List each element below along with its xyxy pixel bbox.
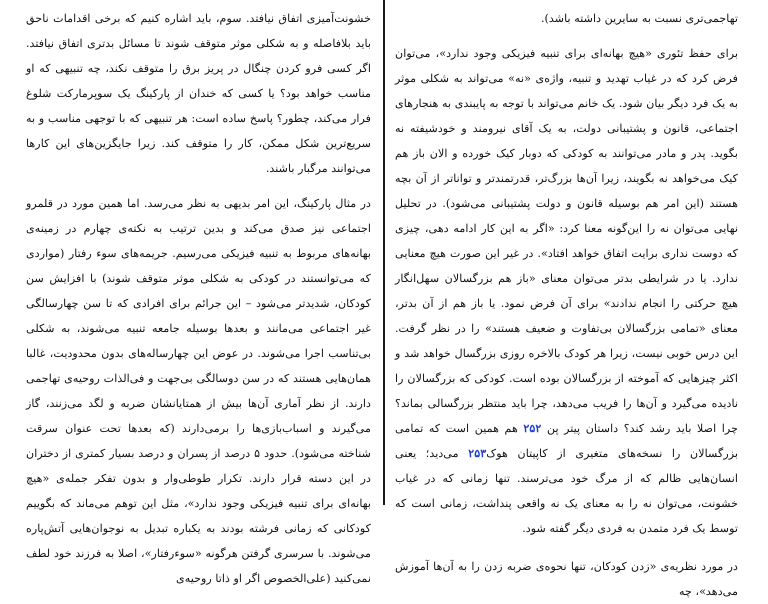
- footnote-ref-253[interactable]: ۲۵۳: [468, 446, 487, 460]
- right-page: [387, 0, 768, 598]
- right-paragraph-2-text-a: برای حفظ تئوری «هیچ بهانه‌ای برای تنبیه فیزیکی وجود ندارد»، می‌توان فرض کرد که در غیاب تهدید و تنبیه، واژه‌ی «نه» می‌تواند به شکلی موثر به یک فرد دیگر بیان شود. یک خانم می‌تواند با توجه به پایبندی به هنجارهای اجتماعی، قانون و پشتیبانی دولت، به یک آقای نیرومند و خودشیفته نه بگوید. پدر و مادر می‌توانند به کودکی که دوبار کیک خورده و الان باز هم کیک می‌خواهد نه بگویند، زیرا آن‌ها بزرگ‌تر، قدرتمندتر و توانا‌تر از آن بچه هستند (این امر هم بوسیله قانون و دولت پشتیبانی می‌شود). در تحلیل نهایی می‌توان نه را این‌گونه معنا کرد: «اگر به این کار ادامه دهی، چیزی که دوست نداری برایت اتفاق خواهد افتاد». در غیر این صورت هیچ معنایی ندارد. یا در شرایطی بدتر می‌توان معنای «باز هم بزرگسالان سهل‌انگار هیچ حرکتی را انجام ندادند» برای آن فرض نمود. یا باز هم از آن بدتر، معنای «تمامی بزرگسالان بی‌تفاوت و ضعیف هستند» را در نظر گرفت. این درس خوبی نیست، زیرا هر کودک بالاخره روزی بزرگسال خواهد شد و اکثر چیزهایی که آموخته از بزرگسالان بوده است. کودکی که بزرگسالان را نادیده می‌گیرد و آن‌ها را فریب می‌دهد، چرا باید منتظر بزرگسالی بماند؟ چرا اصلا باید رشد کند؟ داستان پیتر پن: [395, 47, 738, 435]
- left-page: [0, 0, 381, 585]
- right-paragraph-2-text-b: هم همین است که تمامی بزرگسالان را نسخه‌های متغیری از کاپیتان هوک: [395, 422, 739, 460]
- left-paragraph-2: در مثال پارکینگ، این امر بدیهی به نظر می‌رسد. اما همین مورد در قلمرو اجتماعی نیز صدق می‌کند و بدین ترتیب به نکته‌ی چهارم در زمینه‌ی بهانه‌های مربوط به تنبیه فیزیکی می‌رسیم. جریمه‌های سوء رفتار (مواردی که می‌توانستند در کودکی به شکلی موثر متوقف شوند) با افزایش سن کودکان، شدیدتر می‌شود – این جرائم برای افرادی که تا سن چهارسالگی غیر اجتماعی می‌مانند و بعدها بوسیله جامعه تنبیه می‌شوند، به شکلی بی‌تناسب اجرا می‌شوند. در عوض این چهارساله‌های بدون محدودیت، غالبا همان‌هایی هستند که در سن دوسالگی بی‌جهت و فی‌الذات روحیه‌ی تهاجمی دارند. از نظر آماری آن‌ها بیش از همتایانشان ضربه و لگد می‌زنند، گاز می‌گیرند و اسباب‌بازی‌ها را برمی‌دارند (که بعدها تحت عنوان سرقت شناخته می‌شود). حدود ۵ درصد از پسران و درصد بسیار کمتری از دختران در این دسته قرار دارند. تکرار طوطی‌وار و بدون تفکر جمله‌ی «هیچ بهانه‌ای برای تنبیه فیزیکی وجود ندارد»، مثل این توهم می‌ماند که بگوییم کودکانی که زمانی فرشته بودند به یکباره تبدیل به نوجوان‌هایی آتش‌پاره می‌شوند. با سرسری گرفتن هرگونه «سوء‌رفتار»، اصلا به فرزند خود لطف نمی‌کنید (علی‌الخصوص اگر او ذاتا روحیه‌ی: [26, 197, 371, 585]
- right-paragraph-1: تهاجمی‌تری نسبت به سایرین داشته باشد).: [540, 12, 738, 25]
- right-paragraph-2-text-c: می‌دید؛ یعنی انسان‌هایی ظالم که از مرگ خود می‌ترسند. تنها زمانی که در غیاب خشونت، می‌توان نه را به معنای یک نه واقعی پنداشت، زمانی است که توسط یک فرد متمدن به فردی دیگر گفته شود.: [395, 447, 738, 535]
- left-paragraph-1: خشونت‌آمیزی اتفاق نیافتد. سوم، باید اشاره کنیم که برخی اقدامات ناحق باید بلافاصله و به شکلی موثر متوقف شوند تا مسائل بدتری اتفاق نیافتد. اگر کسی فرو کردن چنگال در پریز برق را متوقف نکند، چه تنبیهی که او مناسب خواهد بود؟ یا کسی که خندان از پارکینگ یک سوپرمارکت شلوغ فرار می‌کند، چطور؟ پاسخ ساده است: هر تنبیهی که با توجهی مناسب و به سریع‌ترین شکل ممکن، کار را متوقف کند. زیرا جایگزین‌های این کارها می‌توانند مرگبار باشند.: [26, 12, 371, 175]
- right-paragraph-3: در مورد نظریه‌ی «زدن کودکان، تنها نحوه‌ی ضربه زدن را به آن‌ها آموزش می‌دهد»، چه: [395, 560, 738, 598]
- footnote-ref-252[interactable]: ۲۵۲: [523, 421, 542, 435]
- page-divider: [383, 0, 385, 505]
- right-paragraph-2: [395, 41, 738, 541]
